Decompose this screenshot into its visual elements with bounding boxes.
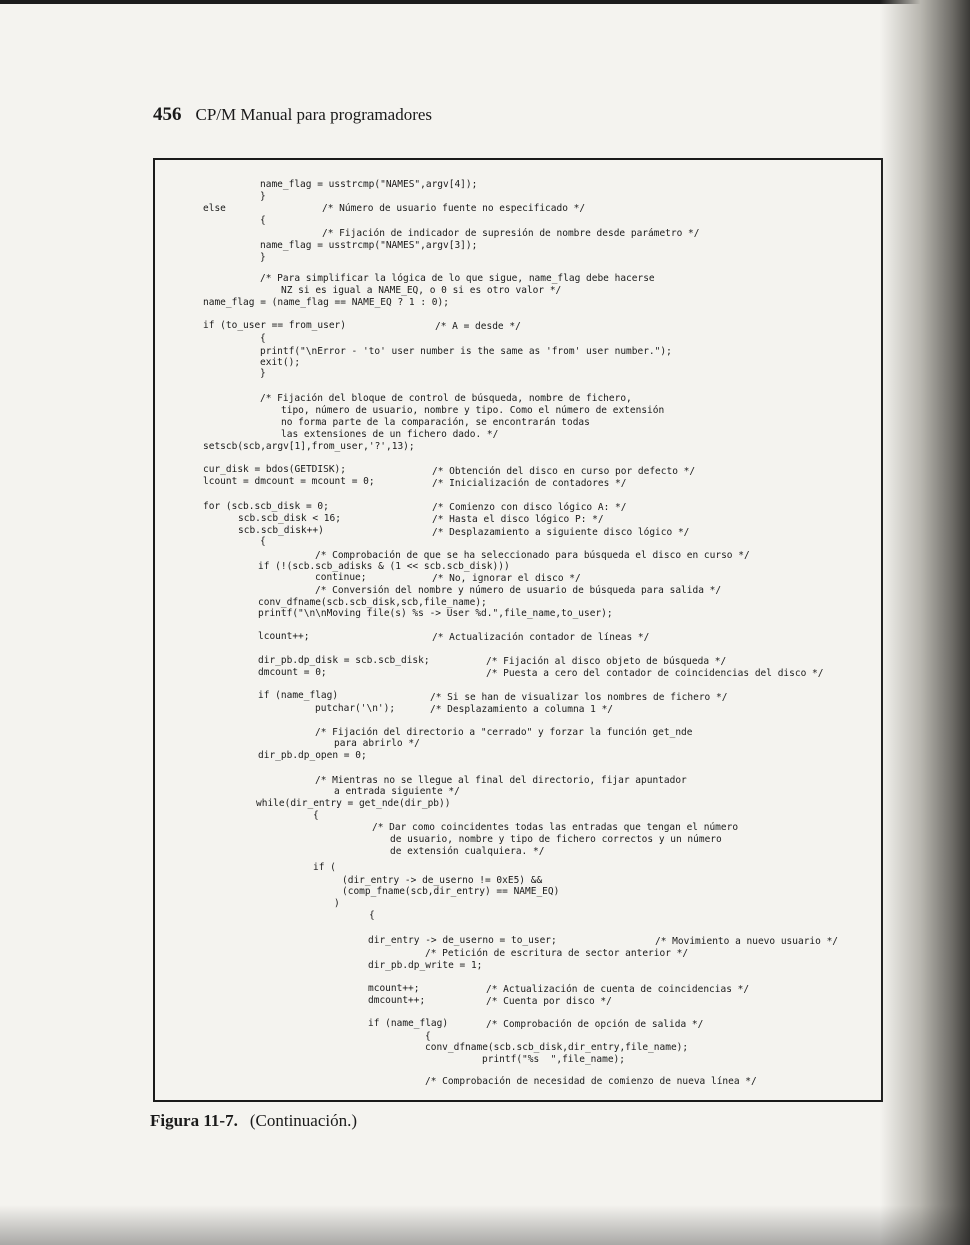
- code-comment: /* Petición de escritura de sector anterior */: [425, 948, 689, 959]
- code-comment: /* Dar como coincidentes todas las entradas que tengan el número: [372, 822, 739, 833]
- code-line: name_flag = (name_flag == NAME_EQ ? 1 : 0);: [203, 297, 449, 308]
- code-comment: /* Comprobación de que se ha seleccionado para búsqueda el disco en curso */: [315, 550, 750, 561]
- code-line: dir_pb.dp_write = 1;: [368, 960, 483, 971]
- code-line: exit();: [260, 357, 301, 368]
- code-line: if (!(scb.scb_adisks & (1 << scb.scb_disk))): [258, 561, 510, 572]
- code-line: conv_dfname(scb.scb_disk,scb,file_name);: [258, 597, 487, 608]
- code-line: (comp_fname(scb,dir_entry) == NAME_EQ): [342, 886, 560, 897]
- code-line: while(dir_entry = get_nde(dir_pb)): [256, 798, 451, 809]
- code-comment: /* Puesta a cero del contador de coincidencias del disco */: [486, 668, 824, 679]
- code-line: if (to_user == from_user): [203, 320, 346, 331]
- code-comment: /* Conversión del nombre y número de usuario de búsqueda para salida */: [315, 585, 722, 596]
- book-title: CP/M Manual para programadores: [195, 105, 433, 124]
- code-line: if (: [313, 862, 336, 873]
- code-line: dmcount = 0;: [258, 667, 327, 678]
- code-comment: /* Hasta el disco lógico P: */: [432, 514, 604, 525]
- code-line: if (name_flag): [368, 1018, 449, 1029]
- code-comment: /* No, ignorar el disco */: [432, 573, 581, 584]
- code-comment: no forma parte de la comparación, se encontrarán todas: [281, 417, 590, 428]
- code-line: {: [260, 536, 266, 547]
- code-line: {: [313, 810, 319, 821]
- code-line: cur_disk = bdos(GETDISK);: [203, 464, 346, 475]
- code-comment: /* Número de usuario fuente no especificado */: [322, 203, 586, 214]
- figure-caption: [150, 1111, 357, 1131]
- code-line: name_flag = usstrcmp("NAMES",argv[3]);: [260, 240, 478, 251]
- code-line: scb.scb_disk < 16;: [238, 513, 341, 524]
- figure-caption-text: (Continuación.): [249, 1111, 358, 1130]
- code-line: setscb(scb,argv[1],from_user,'?',13);: [203, 441, 415, 452]
- code-comment: /* Si se han de visualizar los nombres de fichero */: [430, 692, 728, 703]
- code-line: printf("%s ",file_name);: [482, 1054, 625, 1065]
- code-comment: /* Fijación del directorio a "cerrado" y forzar la función get_nde: [315, 727, 693, 738]
- code-line: if (name_flag): [258, 690, 339, 701]
- code-comment: /* Desplazamiento a columna 1 */: [430, 704, 614, 715]
- code-comment: /* Desplazamiento a siguiente disco lógico */: [432, 527, 690, 538]
- code-comment: /* Inicialización de contadores */: [432, 478, 627, 489]
- code-comment: /* Comienzo con disco lógico A: */: [432, 502, 627, 513]
- code-line: for (scb.scb_disk = 0;: [203, 501, 329, 512]
- code-line: else: [203, 203, 226, 214]
- bottom-shadow: [0, 1205, 970, 1245]
- code-line: ): [334, 898, 340, 909]
- code-comment: para abrirlo */: [334, 738, 420, 749]
- code-comment: de usuario, nombre y tipo de fichero correctos y un número: [390, 834, 722, 845]
- figure-label: Figura 11-7.: [150, 1111, 238, 1130]
- code-line: (dir_entry -> de_userno != 0xE5) &&: [342, 875, 543, 886]
- code-line: lcount = dmcount = mcount = 0;: [203, 476, 375, 487]
- code-comment: /* Movimiento a nuevo usuario */: [655, 936, 839, 947]
- code-comment: /* A = desde */: [435, 321, 521, 332]
- code-line: lcount++;: [258, 631, 310, 642]
- code-line: dir_entry -> de_userno = to_user;: [368, 935, 557, 946]
- code-comment: a entrada siguiente */: [334, 786, 460, 797]
- code-line: printf("\nError - 'to' user number is the same as 'from' user number.");: [260, 346, 672, 357]
- code-line: conv_dfname(scb.scb_disk,dir_entry,file_name);: [425, 1042, 689, 1053]
- code-line: putchar('\n');: [315, 703, 396, 714]
- code-comment: /* Actualización contador de líneas */: [432, 632, 650, 643]
- code-comment: /* Fijación al disco objeto de búsqueda */: [486, 656, 727, 667]
- code-comment: las extensiones de un fichero dado. */: [281, 429, 499, 440]
- code-comment: /* Fijación del bloque de control de búsqueda, nombre de fichero,: [260, 393, 632, 404]
- code-line: {: [369, 910, 375, 921]
- code-comment: /* Comprobación de necesidad de comienzo de nueva línea */: [425, 1076, 757, 1087]
- code-comment: /* Fijación de indicador de supresión de nombre desde parámetro */: [322, 228, 700, 239]
- code-line: }: [260, 191, 266, 202]
- code-comment: /* Comprobación de opción de salida */: [486, 1019, 704, 1030]
- code-comment: NZ si es igual a NAME_EQ, o 0 si es otro valor */: [281, 285, 562, 296]
- code-comment: /* Para simplificar la lógica de lo que sigue, name_flag debe hacerse: [260, 273, 655, 284]
- code-line: name_flag = usstrcmp("NAMES",argv[4]);: [260, 179, 478, 190]
- binding-shadow: [880, 0, 970, 1245]
- code-line: dir_pb.dp_open = 0;: [258, 750, 367, 761]
- code-comment: /* Cuenta por disco */: [486, 996, 612, 1007]
- code-comment: /* Obtención del disco en curso por defecto */: [432, 466, 696, 477]
- code-comment: de extensión cualquiera. */: [390, 846, 545, 857]
- code-line: mcount++;: [368, 983, 420, 994]
- code-line: {: [260, 333, 266, 344]
- code-line: printf("\n\nMoving file(s) %s -> User %d.",file_name,to_user);: [258, 608, 613, 619]
- code-line: continue;: [315, 572, 367, 583]
- code-comment: /* Actualización de cuenta de coincidencias */: [486, 984, 750, 995]
- code-line: }: [260, 368, 266, 379]
- code-line: {: [425, 1031, 431, 1042]
- code-comment: tipo, número de usuario, nombre y tipo. Como el número de extensión: [281, 405, 665, 416]
- code-line: dmcount++;: [368, 995, 426, 1006]
- code-line: scb.scb_disk++): [238, 525, 324, 536]
- code-line: dir_pb.dp_disk = scb.scb_disk;: [258, 655, 430, 666]
- code-comment: /* Mientras no se llegue al final del directorio, fijar apuntador: [315, 775, 687, 786]
- code-line: }: [260, 252, 266, 263]
- page-number: 456: [153, 104, 182, 125]
- code-line: {: [260, 215, 266, 226]
